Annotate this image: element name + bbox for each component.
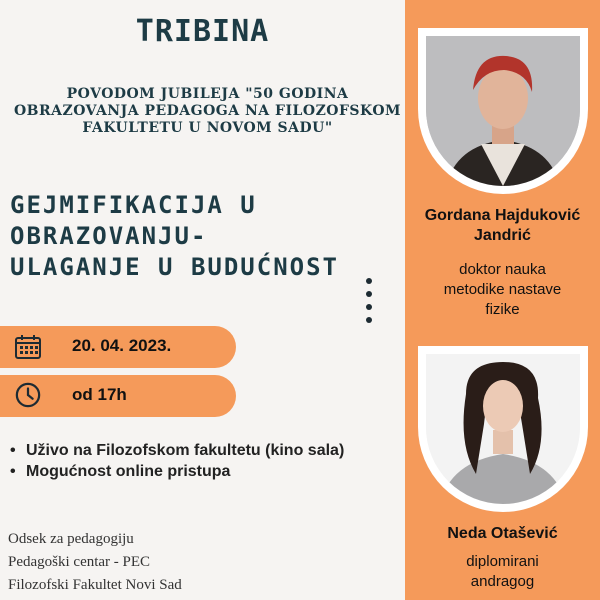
event-type-title: TRIBINA	[135, 14, 270, 49]
subtitle-line: OBRAZOVANJA PEDAGOGA NA FILOZOFSKOM	[13, 103, 402, 119]
jubilee-subtitle	[10, 86, 405, 137]
organizer-line: Filozofski Fakultet Novi Sad	[8, 577, 182, 593]
organizer-line: Odsek za pedagogiju	[8, 531, 134, 547]
organizer-line: Pedagoški centar - PEC	[8, 554, 151, 570]
headline-line: ULAGANJE U BUDUĆNOST	[10, 253, 339, 281]
time-pill	[0, 375, 236, 417]
role-line: doktor nauka	[459, 261, 546, 278]
list-item: • Mogućnost online pristupa	[8, 461, 368, 482]
name-line: Jandrić	[474, 227, 531, 244]
headline-line: OBRAZOVANJU-	[10, 222, 208, 250]
event-time: od 17h	[72, 385, 127, 404]
subtitle-line: POVODOM JUBILEJA "50 GODINA	[66, 86, 349, 102]
speaker-name-1	[405, 206, 600, 246]
talk-headline	[10, 190, 370, 283]
role-line: metodike nastave	[443, 281, 562, 298]
date-pill	[0, 326, 236, 368]
portrait-illustration	[426, 36, 580, 186]
speaker-photo-1	[418, 28, 588, 194]
speaker-role-1	[405, 260, 600, 320]
headline-line: GEJMIFIKACIJA U	[10, 191, 257, 219]
role-line: fizike	[485, 301, 520, 318]
calendar-icon	[14, 334, 42, 360]
subtitle-line: FAKULTETU U NOVOM SADU"	[82, 120, 333, 136]
name-line: Neda Otašević	[447, 525, 558, 542]
speaker-name-2	[405, 524, 600, 544]
portrait-illustration	[426, 354, 580, 504]
clock-icon	[14, 382, 42, 408]
event-date: 20. 04. 2023.	[72, 336, 172, 355]
vertical-dots-icon	[364, 278, 374, 330]
speaker-role-2	[405, 552, 600, 592]
attendance-list	[8, 440, 368, 482]
role-line: andragog	[470, 573, 535, 590]
name-line: Gordana Hajduković	[424, 207, 581, 224]
role-line: diplomirani	[466, 553, 539, 570]
speaker-photo-2	[418, 346, 588, 512]
organizers	[8, 528, 182, 597]
list-item: • Uživo na Filozofskom fakultetu (kino sala)	[8, 440, 368, 461]
